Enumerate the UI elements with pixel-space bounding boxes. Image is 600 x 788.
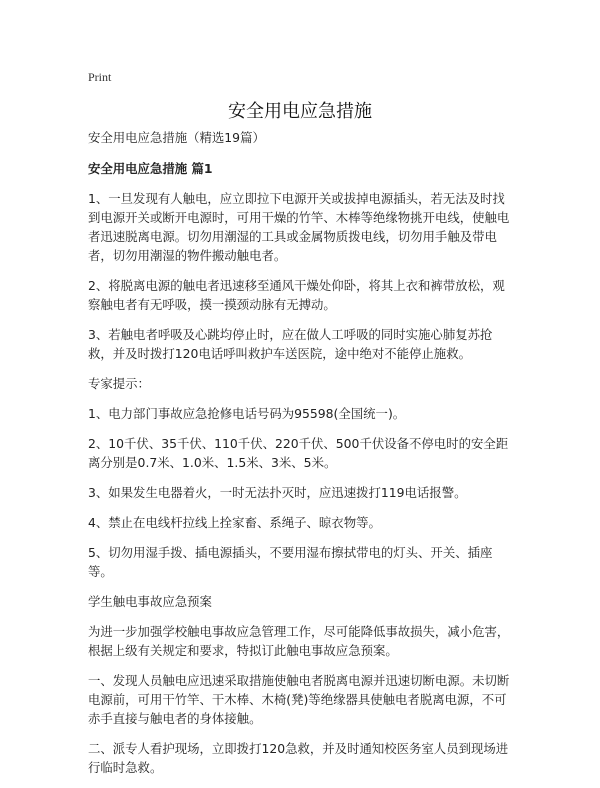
tip-4: 4、禁止在电线杆拉线上拴家畜、系绳子、晾衣物等。 (88, 515, 381, 530)
tip-5: 5、切勿用湿手拨、插电源插头，不要用湿布擦拭带电的灯头、开关、插座等。 (88, 545, 493, 579)
expert-tips-heading: 专家提示： (88, 376, 150, 391)
page-title: 安全用电应急措施 (228, 101, 372, 122)
section-heading: 安全用电应急措施 篇1 (88, 161, 213, 176)
tip-2: 2、10千伏、35千伏、110千伏、220千伏、500千伏设备不停电时的安全距离分别是0.7米、1.0米、1.5米、3米、5米。 (88, 436, 509, 470)
paragraph-3: 3、若触电者呼吸及心跳均停止时，应在做人工呼吸的同时实施心肺复苏抢救，并及时拨打120电话呼叫救护车送医院，途中绝对不能停止施救。 (88, 327, 493, 361)
tip-1: 1、电力部门事故应急抢修电话号码为95598(全国统一)。 (88, 406, 406, 421)
plan-heading: 学生触电事故应急预案 (88, 594, 212, 609)
plan-step-1: 一、发现人员触电应迅速采取措施使触电者脱离电源并迅速切断电源。未切断电源前，可用干竹竿、干木棒、木椅(凳)等绝缘器具使触电者脱离电源，不可赤手直接与触电者的身体接触。 (88, 673, 510, 726)
print-link[interactable]: Print (88, 70, 112, 84)
paragraph-2: 2、将脱离电源的触电者迅速移至通风干燥处仰卧，将其上衣和裤带放松，观察触电者有无呼吸，摸一摸颈动脉有无搏动。 (88, 278, 505, 312)
tip-3: 3、如果发生电器着火，一时无法扑灭时，应迅速拨打119电话报警。 (88, 485, 467, 500)
plan-step-2: 二、派专人看护现场，立即拨打120急救，并及时通知校医务室人员到现场进行临时急救。 (88, 741, 509, 775)
document-subtitle: 安全用电应急措施（精选19篇） (88, 130, 265, 145)
plan-intro: 为进一步加强学校触电事故应急管理工作，尽可能降低事故损失，减小危害，根据上级有关规定和要求，特拟订此触电事故应急预案。 (88, 624, 510, 658)
paragraph-1: 1、一旦发现有人触电，应立即拉下电源开关或拔掉电源插头，若无法及时找到电源开关或断开电源时，可用干燥的竹竿、木棒等绝缘物挑开电线，使触电者迅速脱离电源。切勿用潮湿的工具或金属物质拨电线，切勿用手触及带电者，切勿用潮湿的物件搬动触电者。 (88, 191, 510, 263)
document-body (88, 128, 516, 788)
